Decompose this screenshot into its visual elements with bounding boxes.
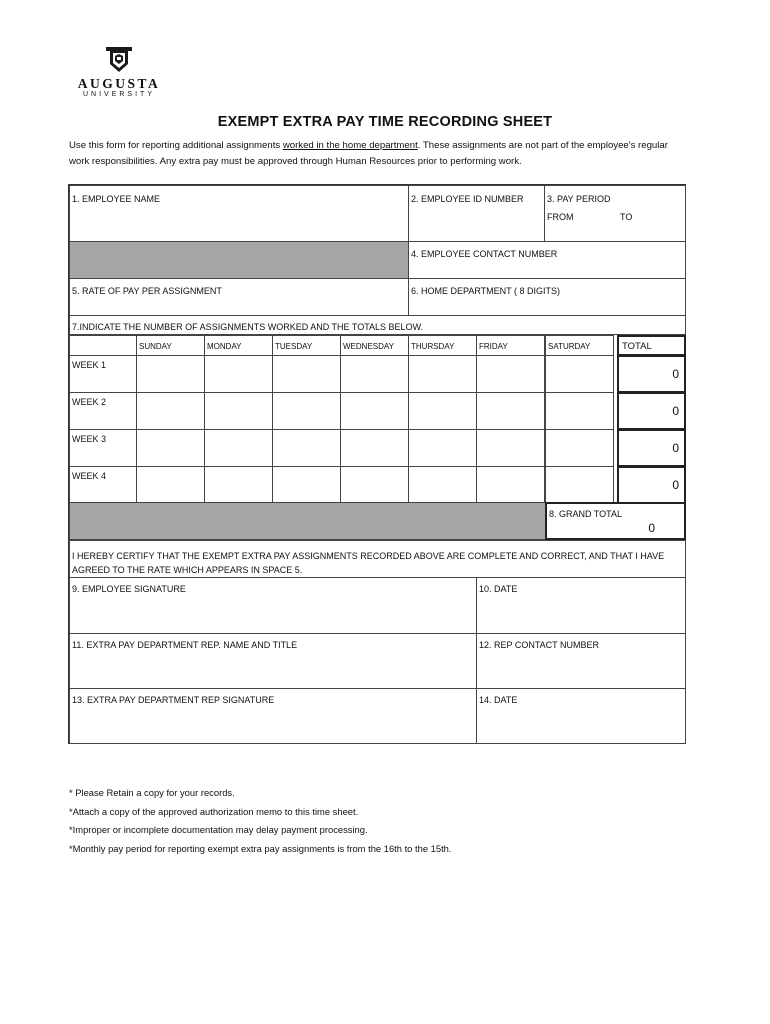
rep-signature-field[interactable] — [69, 688, 477, 744]
assignment-input-cell[interactable] — [136, 429, 205, 467]
assignment-input-cell[interactable] — [408, 429, 477, 467]
week-label-cell — [69, 392, 137, 430]
assignment-input-cell[interactable] — [340, 355, 409, 393]
home-department-field[interactable] — [408, 278, 686, 316]
assignment-input-cell[interactable] — [476, 392, 545, 430]
day-header-5 — [476, 335, 545, 356]
week-total-value: 0 — [672, 367, 679, 381]
assignment-input-cell[interactable] — [204, 429, 273, 467]
intro-text — [69, 138, 689, 170]
assignment-input-cell[interactable] — [136, 392, 205, 430]
employee-signature-label: 9. EMPLOYEE SIGNATURE — [72, 584, 186, 594]
day-header-6 — [545, 335, 614, 356]
certification-row — [69, 540, 686, 578]
assignment-input-cell[interactable] — [545, 392, 614, 430]
grand-total-field[interactable] — [545, 502, 686, 540]
day-header-1 — [204, 335, 273, 356]
week-total-cell — [617, 466, 686, 504]
time-recording-form — [68, 184, 686, 744]
grand-total-label: 8. GRAND TOTAL — [549, 509, 623, 519]
assignment-input-cell[interactable] — [204, 392, 273, 430]
employee-signature-field[interactable] — [69, 577, 477, 634]
day-header-4 — [408, 335, 477, 356]
logo-wordmark: AUGUSTA — [77, 76, 161, 91]
total-header-label: TOTAL — [622, 341, 652, 352]
week-label: WEEK 4 — [72, 471, 107, 481]
rep-name-title-label: 11. EXTRA PAY DEPARTMENT REP. NAME AND TITLE — [72, 640, 298, 650]
week-total-cell — [617, 429, 686, 467]
shaded-block-upper — [69, 241, 409, 279]
rep-signature-label: 13. EXTRA PAY DEPARTMENT REP SIGNATURE — [72, 695, 275, 705]
assignment-input-cell[interactable] — [408, 392, 477, 430]
week-total-cell — [617, 392, 686, 430]
assignment-input-cell[interactable] — [136, 466, 205, 504]
day-header-3 — [340, 335, 409, 356]
intro-text-underlined: worked in the home department — [282, 140, 418, 151]
assignment-input-cell[interactable] — [340, 392, 409, 430]
logo-subtitle: UNIVERSITY — [82, 91, 155, 98]
certification-text: I HEREBY CERTIFY THAT THE EXEMPT EXTRA PAY ASSIGNMENTS RECORDED ABOVE ARE COMPLETE AND CORRECT, AND THAT I HAVE AGREED TO THE RATE WHICH APPEARS IN SPACE 5. — [72, 551, 665, 575]
assignment-input-cell[interactable] — [408, 355, 477, 393]
date-field-1[interactable] — [476, 577, 686, 634]
rate-of-pay-label: 5. RATE OF PAY PER ASSIGNMENT — [72, 286, 222, 296]
assignment-input-cell[interactable] — [340, 466, 409, 504]
day-header-label: THURSDAY — [411, 342, 455, 351]
page-title: EXEMPT EXTRA PAY TIME RECORDING SHEET — [217, 114, 553, 130]
assignment-input-cell[interactable] — [204, 355, 273, 393]
augusta-university-logo — [64, 46, 174, 102]
note-item: *Attach a copy of the approved authorization memo to this time sheet. — [69, 805, 359, 817]
assignment-input-cell[interactable] — [272, 429, 341, 467]
week-total-value: 0 — [672, 441, 679, 455]
week-total-cell — [617, 355, 686, 393]
assignment-input-cell[interactable] — [545, 429, 614, 467]
grand-total-value: 0 — [648, 521, 655, 535]
rep-contact-label: 12. REP CONTACT NUMBER — [479, 640, 600, 650]
shaded-block-lower — [69, 502, 546, 540]
week-label-cell — [69, 355, 137, 393]
home-department-label: 6. HOME DEPARTMENT ( 8 DIGITS) — [411, 286, 561, 296]
note-item: *Monthly pay period for reporting exempt extra pay assignments is from the 16th to the 15th. — [69, 842, 452, 854]
date-field-2[interactable] — [476, 688, 686, 744]
employee-contact-field[interactable] — [408, 241, 686, 279]
week-label-cell — [69, 466, 137, 504]
week-total-value: 0 — [672, 404, 679, 418]
assignment-input-cell[interactable] — [545, 466, 614, 504]
assignment-input-cell[interactable] — [476, 429, 545, 467]
week-label: WEEK 3 — [72, 434, 107, 444]
note-item: * Please Retain a copy for your records. — [69, 787, 235, 798]
day-header-label: MONDAY — [207, 342, 242, 351]
assignments-instruction: 7.INDICATE THE NUMBER OF ASSIGNMENTS WORKED AND THE TOTALS BELOW. — [72, 322, 424, 332]
university-shield-icon — [104, 46, 134, 74]
day-header-label: WEDNESDAY — [343, 342, 394, 351]
assignment-input-cell[interactable] — [476, 466, 545, 504]
employee-name-field[interactable] — [69, 185, 409, 242]
day-header-label: TUESDAY — [275, 342, 313, 351]
assignment-input-cell[interactable] — [204, 466, 273, 504]
day-header-label: SUNDAY — [139, 342, 172, 351]
day-header-label: SATURDAY — [548, 342, 591, 351]
intro-text-part1: Use this form for reporting additional assignments — [69, 140, 283, 151]
date-label-2: 14. DATE — [479, 695, 518, 705]
day-header-0 — [136, 335, 205, 356]
rate-of-pay-field[interactable] — [69, 278, 409, 316]
week-label: WEEK 1 — [72, 360, 107, 370]
employee-name-label: 1. EMPLOYEE NAME — [72, 194, 161, 204]
assignment-input-cell[interactable] — [272, 392, 341, 430]
rep-name-title-field[interactable] — [69, 633, 477, 689]
assignment-input-cell[interactable] — [136, 355, 205, 393]
pay-period-to-label: TO — [620, 212, 633, 222]
day-header-label: FRIDAY — [479, 342, 508, 351]
notes-list — [69, 784, 452, 858]
week-label: WEEK 2 — [72, 397, 107, 407]
pay-period-from-label: FROM — [547, 212, 574, 222]
assignment-input-cell[interactable] — [545, 355, 614, 393]
assignment-input-cell[interactable] — [272, 355, 341, 393]
assignment-input-cell[interactable] — [340, 429, 409, 467]
note-item: *Improper or incomplete documentation may delay payment processing. — [69, 824, 368, 835]
day-header-2 — [272, 335, 341, 356]
employee-id-field[interactable] — [408, 185, 545, 242]
total-header — [617, 335, 686, 356]
pay-period-label: 3. PAY PERIOD — [547, 194, 611, 204]
employee-id-label: 2. EMPLOYEE ID NUMBER — [411, 194, 524, 204]
grid-corner-cell — [69, 335, 137, 356]
employee-contact-label: 4. EMPLOYEE CONTACT NUMBER — [411, 249, 558, 259]
week-total-value: 0 — [672, 478, 679, 492]
assignment-input-cell[interactable] — [408, 466, 477, 504]
week-label-cell — [69, 429, 137, 467]
assignments-instruction-row — [69, 315, 686, 335]
pay-period-field[interactable] — [544, 185, 686, 242]
rep-contact-field[interactable] — [476, 633, 686, 689]
intro-text-part2: . These assignments are not part of the employee's regular work responsibilities. Any extra pay must be approved through Human Resources prior to performing work. — [69, 140, 668, 167]
assignment-input-cell[interactable] — [272, 466, 341, 504]
date-label-1: 10. DATE — [479, 584, 518, 594]
assignment-input-cell[interactable] — [476, 355, 545, 393]
